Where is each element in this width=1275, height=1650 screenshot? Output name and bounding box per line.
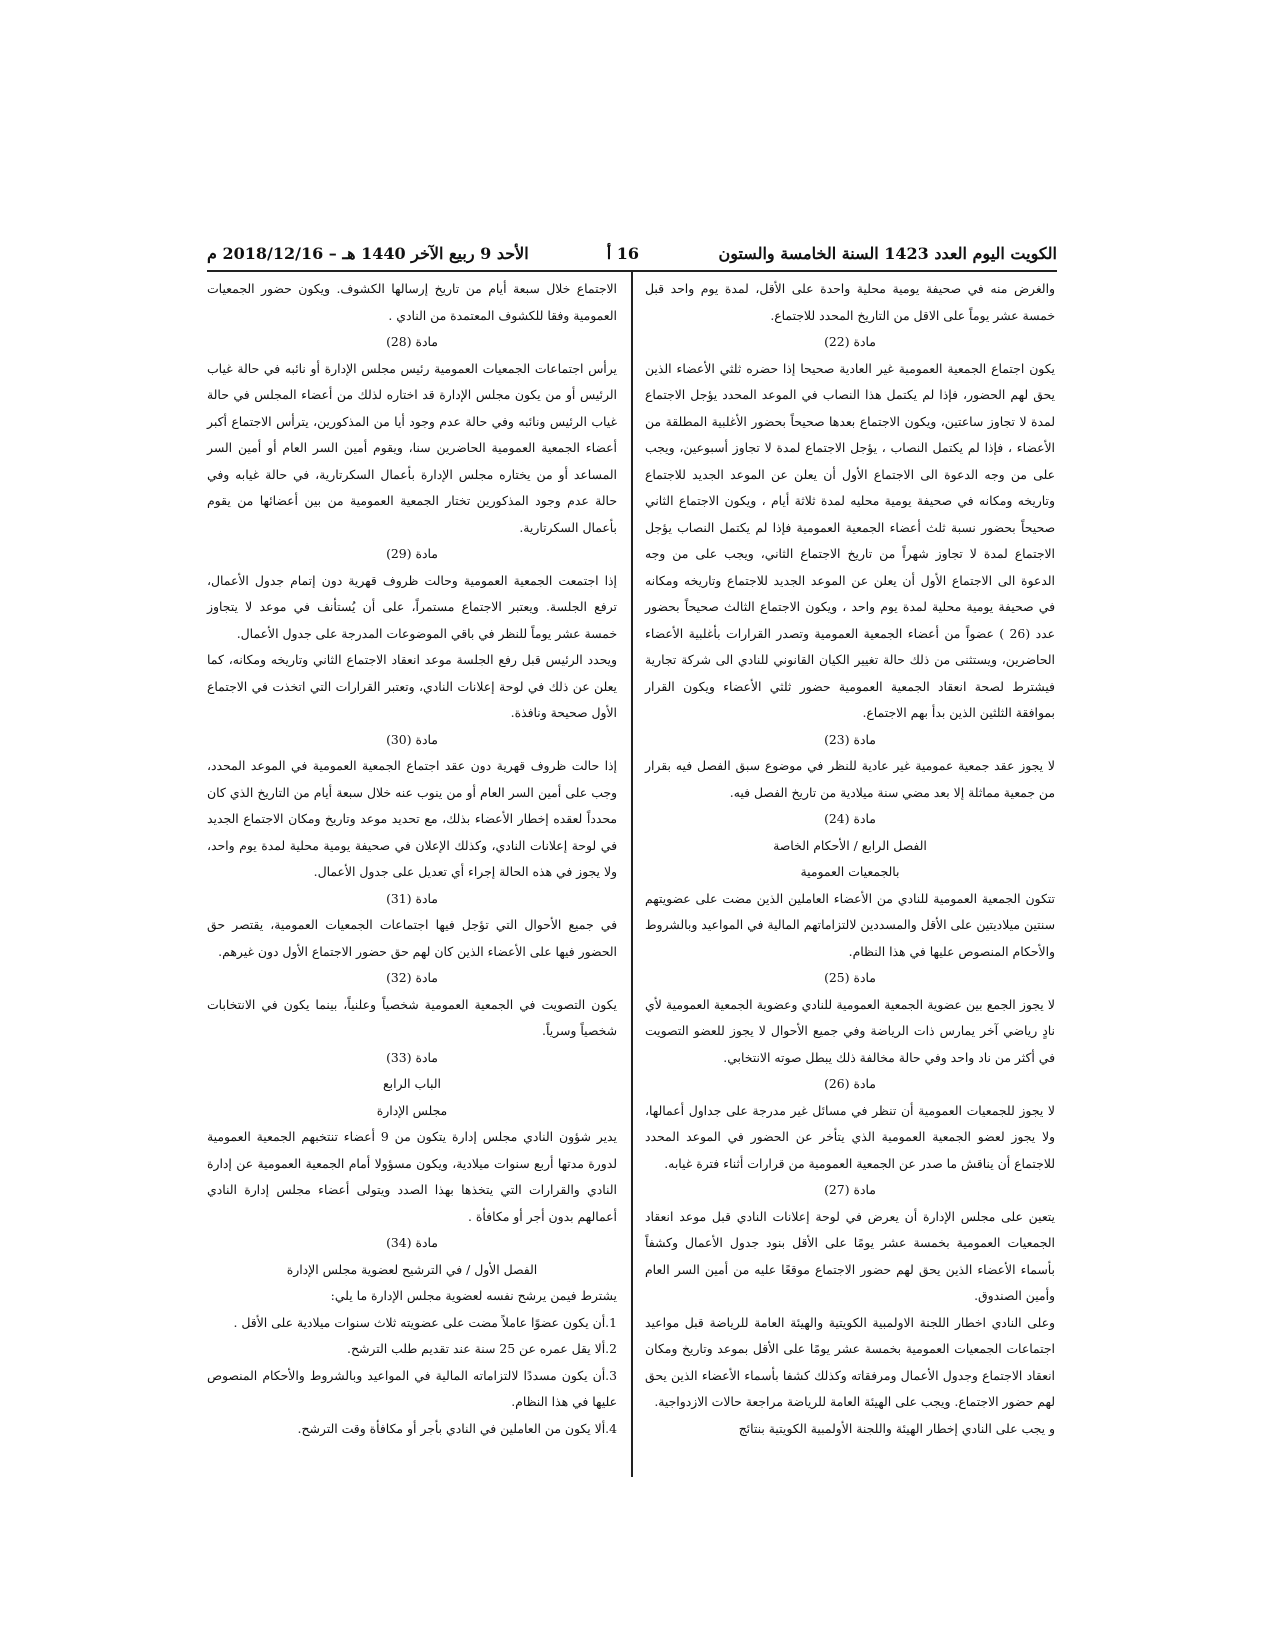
article-heading: مادة (34) [386,1235,438,1250]
article-paragraph: يتعين على مجلس الإدارة أن يعرض في لوحة إعلانات النادي قبل موعد انعقاد الجمعيات العمومية بخمسة عشر يومًا على الأقل بنود جدول الأعمال وكشفاً بأسماء الأعضاء الذين يحق لهم حضور الاجتماع موقعًا عليه من أمين السر العام وأمين الصندوق. [645,1208,1055,1303]
page-number: 16 أ [606,244,639,263]
article-paragraph: 4.ألا يكون من العاملين في النادي بأجر أو مكافأة وقت الترشح. [297,1420,617,1436]
article-paragraph: 2.ألا يقل عمره عن 25 سنة عند تقديم طلب الترشح. [347,1341,617,1356]
article-paragraph: 3.أن يكون مسددًا لالتزاماته المالية في المواعيد وبالشروط والأحكام المنصوص عليها في هذا النظام. [207,1367,617,1409]
article-paragraph: ويحدد الرئيس قبل رفع الجلسة موعد انعقاد الاجتماع الثاني وتاريخه ومكانه، كما يعلن عن ذلك في لوحة إعلانات النادي، وتعتبر القرارات التي اتخذت في الاجتماع الأول صحيحة ونافذة. [207,652,617,720]
article-paragraph: يدير شؤون النادي مجلس إدارة يتكون من 9 أعضاء تنتخبهم الجمعية العمومية لدورة مدتها أربع سنوات ميلادية، ويكون مسؤولا أمام الجمعية العمومية عن إدارة النادي والقرارات التي يتخذها بهذا الصدد ويتولى أعضاء مجلس إدارة النادي أعمالهم بدون أجر أو مكافأة . [207,1129,617,1224]
article-paragraph: يكون اجتماع الجمعية العمومية غير العادية صحيحا إذا حضره ثلثي الأعضاء الذين يحق لهم الحضور، فإذا لم يكتمل هذا النصاب في الموعد المحدد يؤجل الاجتماع لمدة لا تجاوز ساعتين، ويكون الاجتماع بعدها صحيحاً بحضور الأغلبية المطلقة من الأعضاء ، فإذا لم يكتمل النصاب ، يؤجل الاجتماع لمدة لا تجاوز أسبوعين، ويجب على من وجه الدعوة الى الاجتماع الأول أن يعلن عن الموعد الجديد للاجتماع وتاريخه ومكانه في صحيفة يومية محليه لمدة ثلاثة أيام ، ويكون الاجتماع الثاني صحيحاً بحضور نسبة ثلث أعضاء الجمعية العمومية فإذا لم يكتمل النصاب يؤجل الاجتماع لمدة لا تجاوز شهراً من تاريخ الاجتماع الثاني، ويجب على من وجه الدعوة الى الاجتماع الأول أن يعلن عن الموعد الجديد للاجتماع وتاريخه ومكانه في صحيفة يومية محلية لمدة يوم واحد ، ويكون الاجتماع الثالث صحيحاً بحضور عدد (26 ) عضواً من أعضاء الجمعية العمومية وتصدر القرارات بأغلبية الأعضاء الحاضرين، ويستثنى من ذلك حالة تغيير الكيان القانوني للنادي الى شركة تجارية فيشترط لصحة انعقاد الجمعية العمومية حضور ثلثي الأعضاء ويكون القرار بموافقة الثلثين الذين بدأ بهم الاجتماع. [645,360,1056,720]
article-heading: مادة (28) [386,334,438,349]
gazette-date: الأحد 9 ربيع الآخر 1440 هـ – 2018/12/16 م [207,244,529,263]
article-paragraph: وعلى النادي اخطار اللجنة الاولمبية الكويتية والهيئة العامة للرياضة قبل مواعيد اجتماعات الجمعيات العمومية بخمسة عشر يومًا على الأقل بموعد وتاريخ ومكان انعقاد الاجتماع وجدول الأعمال ومرفقاته وكذلك كشفا بأسماء الأعضاء الذين يحق لهم حضور الاجتماع. ويجب على الهيئة العامة للرياضة مراجعة حالات الازدواجية. [645,1314,1055,1409]
article-paragraph: لا يجوز للجمعيات العمومية أن تنظر في مسائل غير مدرجة على جداول أعمالها، ولا يجوز لعضو الجمعية العمومية الذي يتأخر عن الحضور في الموعد المحدد للاجتماع أن يناقش ما صدر عن الجمعية العمومية من قرارات أثناء فترة غيابه. [645,1102,1055,1171]
article-paragraph: 1.أن يكون عضوًا عاملاً مضت على عضويته ثلاث سنوات ميلادية على الأقل . [233,1314,617,1330]
article-paragraph: تتكون الجمعية العمومية للنادي من الأعضاء العاملين الذين مضت على عضويتهم سنتين ميلاديتين على الأقل والمسددين لالتزاماتهم المالية في المواعيد وبالشروط والأحكام المنصوص عليها في هذا النظام. [645,890,1055,959]
article-paragraph: لا يجوز عقد جمعية عمومية غير عادية للنظر في موضوع سبق الفصل فيه بقرار من جمعية مماثلة إلا بعد مضي سنة ميلادية من تاريخ الفصل فيه. [645,758,1055,800]
article-heading: الباب الرابع [383,1076,441,1091]
article-paragraph: إذا حالت ظروف قهرية دون عقد اجتماع الجمعية العمومية في الموعد المحدد، وجب على أمين السر العام أو من ينوب عنه خلال سبعة أيام من التاريخ الذي كان محدداً لعقده إخطار الأعضاء بذلك، مع تحديد موعد وتاريخ ومكان الاجتماع الجديد في لوحة إعلانات النادي، وكذلك الإعلان في صحيفة يومية محلية لمدة يوم واحد، ولا يجوز في هذه الحالة إجراء أي تعديل على جدول الأعمال. [207,758,617,879]
article-paragraph: يشترط فيمن يرشح نفسه لعضوية مجلس الإدارة ما يلي: [330,1288,617,1303]
article-heading: مادة (25) [824,970,876,985]
column-divider [631,271,633,1477]
article-heading: مادة (32) [386,970,438,985]
article-heading: مادة (26) [824,1076,876,1091]
article-heading: مادة (33) [386,1049,438,1065]
article-paragraph: في جميع الأحوال التي تؤجل فيها اجتماعات الجمعيات العمومية، يقتصر حق الحضور فيها على الأعضاء الذين كان لهم حق حضور الاجتماع الأول دون غيرهم. [207,917,617,959]
article-paragraph: الاجتماع خلال سبعة أيام من تاريخ إرسالها الكشوف. ويكون حضور الجمعيات العمومية وفقا للكشوف المعتمدة من النادي . [207,281,617,323]
article-heading: مادة (30) [386,731,438,747]
article-heading: مادة (31) [386,890,438,906]
article-paragraph: يرأس اجتماعات الجمعيات العمومية رئيس مجلس الإدارة أو نائبه في حالة غياب الرئيس أو من يكون مجلس الإدارة قد اختاره لذلك من أعضاء المجلس في حالة غياب الرئيس ونائبه وفي حالة عدم وجود أيا من المذكورين، يترأس الاجتماع أكبر أعضاء الجمعية العمومية الحاضرين سنا، ويقوم أمين السر العام أو أمين السر المساعد أو من يختاره مجلس الإدارة بأعمال السكرتارية، في حالة غيابه وفي حالة عدم وجود المذكورين تختار الجمعية العمومية من بين أعضائها من يقوم بأعمال السكرتارية. [207,360,617,535]
article-heading: الفصل الأول / في الترشيح لعضوية مجلس الإدارة [286,1261,538,1277]
article-heading: مادة (22) [824,334,876,349]
article-paragraph: يكون التصويت في الجمعية العمومية شخصياً وعلنياً، بينما يكون في الانتخابات شخصياً وسرياً. [207,996,617,1038]
article-paragraph: إذا اجتمعت الجمعية العمومية وحالت ظروف قهرية دون إتمام جدول الأعمال، ترفع الجلسة. ويعتبر الاجتماع مستمراً، على أن يُستأنف في موعد لا يتجاوز خمسة عشر يوماً للنظر في باقي الموضوعات المدرجة على جدول الأعمال. [207,572,617,641]
article-heading: مجلس الإدارة [376,1102,448,1118]
article-paragraph: لا يجوز الجمع بين عضوية الجمعية العمومية للنادي وعضوية الجمعية العمومية لأي نادٍ رياضي آخر يمارس ذات الرياضة وفي جميع الأحوال لا يجوز للعضو التصويت في أكثر من ناد واحد وفي حالة مخالفة ذلك يبطل صوته الانتخابي. [645,996,1055,1065]
article-paragraph: و يجب على النادي إخطار الهيئة واللجنة الأولمبية الكويتية بنتائج [738,1420,1055,1436]
page-header [207,240,1057,268]
article-heading: مادة (23) [824,731,876,747]
gazette-issue-info: الكويت اليوم العدد 1423 السنة الخامسة والستون [718,244,1057,263]
article-heading: الفصل الرابع / الأحكام الخاصة [773,837,927,853]
article-heading: بالجمعيات العمومية [800,864,900,879]
left-column [207,276,617,1442]
article-heading: مادة (27) [824,1182,876,1197]
right-column [645,276,1055,1442]
article-heading: مادة (29) [386,546,438,561]
article-heading: مادة (24) [824,811,876,826]
article-paragraph: والغرض منه في صحيفة يومية محلية واحدة على الأقل، لمدة يوم واحد قبل خمسة عشر يوماً على الاقل من التاريخ المحدد للاجتماع. [645,281,1055,323]
